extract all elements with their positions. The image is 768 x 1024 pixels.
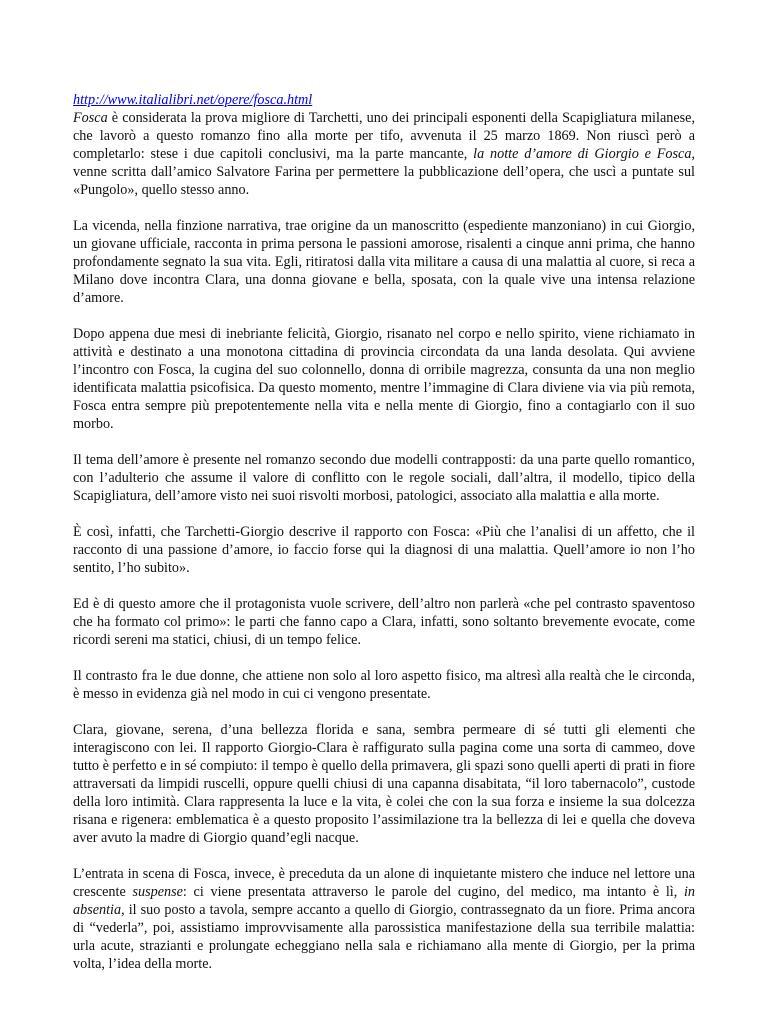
paragraph-text: L’entrata in scena di Fosca, invece, è preceduta da un alone di inquietante mistero che induce nel lettore una crescente: [73, 866, 695, 900]
paragraph-8: Clara, giovane, serena, d’una bellezza florida e sana, sembra permeare di sé tutti gli elementi che interagiscono con lei. Il rapporto Giorgio-Clara è raffigurato sulla pagina come una sorta di cammeo, dove tutto è perfetto e in sé compiuto: il tempo è quello della primavera, gli spazi sono quelli aperti di prati in fiore attraversati da limpidi ruscelli, oppure quelli chiusi di una capanna disabitata, “il loro tabernacolo”, custode della loro intimità. Clara rappresenta la luce e la vita, è colei che con la sua forza e insieme la sua dolcezza risana e rigenera: emblematica è a questo proposito l’assimilazione tra la bellezza di lei e quella che doveva aver avuto la madre di Giorgio quand’egli nacque.: [73, 722, 695, 846]
book-title: Fosca: [73, 110, 108, 126]
italic-word: suspense: [132, 884, 183, 900]
paragraph-text: è considerata la prova migliore di Tarchetti, uno dei principali esponenti della Scapigliatura milanese, che lavorò a questo romanzo fino alla morte per tifo, avvenuta il 25 marzo 1869. Non riuscì però a completarlo: stese i due capitoli conclusivi, ma la parte mancante,: [73, 110, 695, 162]
paragraph-3: Dopo appena due mesi di inebriante felicità, Giorgio, risanato nel corpo e nello spirito, viene richiamato in attività e destinato a una monotona cittadina di provincia circondata da una landa desolata. Qui avviene l’incontro con Fosca, la cugina del suo colonnello, donna di orribile magrezza, consunta da una non meglio identificata malattia psicofisica. Da questo momento, mentre l’immagine di Clara diviene via via più remota, Fosca entra sempre più prepotentemente nella vita e nella mente di Giorgio, fino a contagiarlo con il suo morbo.: [73, 326, 695, 432]
document-page: [73, 91, 695, 973]
italic-word: in absentia: [73, 884, 695, 918]
paragraph-4: Il tema dell’amore è presente nel romanzo secondo due modelli contrapposti: da una parte quello romantico, con l’adulterio che assume il valore di conflitto con le regole sociali, dall’altra, il modello, tipico della Scapigliatura, dell’amore visto nei suoi risvolti morbosi, patologici, associato alla malattia e alla morte.: [73, 452, 695, 504]
paragraph-text: , venne scritta dall’amico Salvatore Farina per permettere la pubblicazione dell’opera, che uscì a puntate sul «Pungolo», quello stesso anno.: [73, 146, 695, 198]
italic-phrase: la notte d’amore di Giorgio e Fosca: [473, 146, 692, 162]
paragraph-2: La vicenda, nella finzione narrativa, trae origine da un manoscritto (espediente manzoniano) in cui Giorgio, un giovane ufficiale, racconta in prima persona le passioni amorose, risalenti a cinque anni prima, che hanno profondamente segnato la sua vita. Egli, ritiratosi dalla vita militare a causa di una malattia al cuore, si reca a Milano dove incontra Clara, una donna giovane e bella, sposata, con la quale vive una intensa relazione d’amore.: [73, 218, 695, 306]
paragraph-text: , il suo posto a tavola, sempre accanto a quello di Giorgio, contrassegnato da un fiore. Prima ancora di “vederla”, poi, assistiamo improvvisamente alla parossistica manifestazione della sua terribile malattia: urla acute, strazianti e prolungate echeggiano nella sala e richiamano alla mente di Giorgio, per la prima volta, l’idea della morte.: [73, 902, 695, 972]
source-paragraph: [73, 91, 695, 199]
paragraph-7: Il contrasto fra le due donne, che attiene non solo al loro aspetto fisico, ma altresì alla realtà che le circonda, è messo in evidenza già nel modo in cui ci vengono presentate.: [73, 668, 695, 702]
paragraph-text: : ci viene presentata attraverso le parole del cugino, del medico, ma intanto è lì,: [182, 884, 684, 900]
paragraph-5: È così, infatti, che Tarchetti-Giorgio descrive il rapporto con Fosca: «Più che l’analisi di un affetto, che il racconto di una passione d’amore, io faccio forse qui la diagnosi di una malattia. Quell’amore io non l’ho sentito, l’ho subito».: [73, 524, 695, 576]
paragraph-6: Ed è di questo amore che il protagonista vuole scrivere, dell’altro non parlerà «che pel contrasto spaventoso che ha formato col primo»: le parti che fanno capo a Clara, infatti, sono soltanto brevemente evocate, come ricordi sereni ma statici, chiusi, di un tempo felice.: [73, 596, 695, 648]
source-link[interactable]: http://www.italialibri.net/opere/fosca.html: [73, 92, 313, 108]
paragraph-9: [73, 865, 695, 973]
